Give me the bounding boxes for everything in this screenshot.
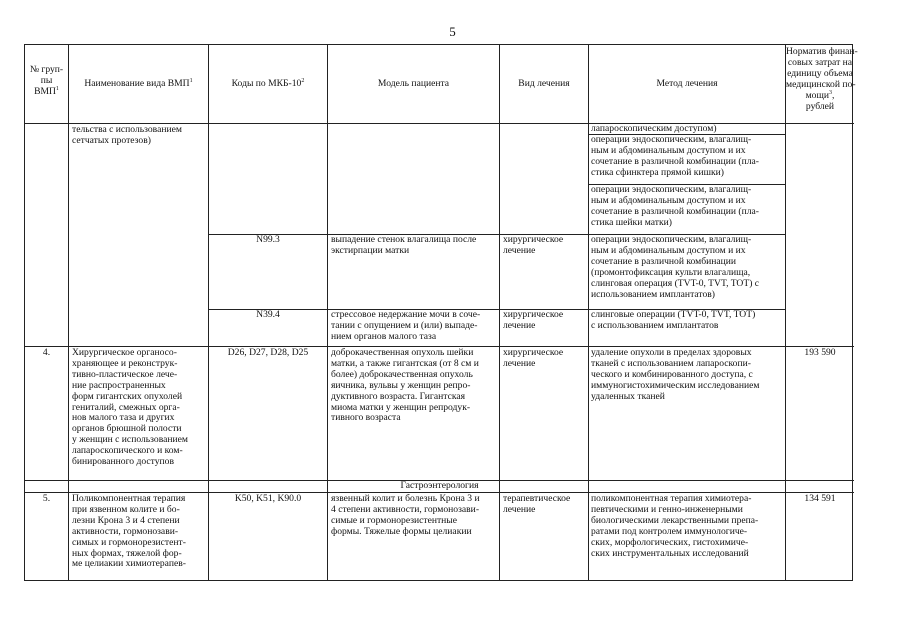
row4-number: 4. [42,347,51,358]
vmp-table [24,44,858,581]
code-n394: N39.4 [256,309,280,320]
row5-method: поликомпонентная терапия химиотера- певтическими и генно-инженерными биологическими лекарственными препа- ратами под контролем иммунологиче- ских, морфологических, гистохимиче- ских инструментальных исследований [591,493,759,559]
row5-norm: 134 591 [804,493,836,504]
row5-codes: K50, K51, K90.0 [234,493,302,504]
type-n394: хирургическое лечение [503,309,564,331]
row4-name: Хирургическое органосо- храняющее и реконструк- тивно-пластическое лече- ние распространенных форм гигантских опухолей гениталий, смежных орга- нов малого таза и других органов брюшной полости у женщин с использованием лапароскопического и ком- бинированного доступов [72,347,188,468]
col-divider [68,45,69,580]
col-divider [588,45,589,580]
col-divider [327,45,328,580]
row4-codes: D26, D27, D28, D25 [227,347,309,358]
header-treatment-type: Вид лечения [518,78,570,89]
col-divider [499,45,500,580]
model-n993: выпадение стенок влагалища после экстирпации матки [331,234,477,256]
row4-norm: 193 590 [804,347,836,358]
model-n394: стрессовое недержание мочи в соче- тании с опущением и (или) выпаде- нием органов малого таза [331,309,481,342]
row4-method: удаление опухоли в пределах здоровых тканей с использованием лапароскопи- ческого и комбинированного доступа, с иммуногистохимическим исследованием удаленных тканей [591,347,760,402]
row5-number: 5. [42,493,51,504]
row5-type: терапевтическое лечение [503,493,571,515]
row4-model: доброкачественная опухоль шейки матки, а также гигантская (от 8 см и более) доброкачественная опухоль яичника, вульвы у женщин репро- дуктивного возраста. Гигантская миома матки у женщин репродук- тивного возраста [331,347,479,424]
header-group-no: № груп- пы ВМП$^1$ [29,64,64,97]
header-patient-model: Модель пациента [377,78,450,89]
header-name: Наименование вида ВМП$^1$ [84,77,193,89]
name-continued: тельства с использованием сетчатых протезов) [72,124,182,146]
code-n993: N99.3 [256,234,280,245]
method-n993: операции эндоскопическим, влагалищ- ным и абдоминальным доступом и их сочетание в различной комбинации (промонтофиксация культи влагалища, слинговая операция (TVT-0, TVT, TOT) с использованием имплантатов) [591,234,760,300]
header-codes: Коды по МКБ-$10^2$ [231,77,305,89]
method-cervix: операции эндоскопическим, влагалищ- ным и абдоминальным доступом и их сочетание в различной комбинации (пла- стика шейки матки) [591,184,760,228]
page-number: 5 [449,24,456,39]
header-norm: Норматив финан- совых затрат на единицу объема медицинской по- мощи$^3$, рублей [786,46,858,112]
row4-type: хирургическое лечение [503,347,564,369]
method-n394: слинговые операции (TVT-0, TVT, TOT) с использованием имплантатов [591,309,756,331]
row5-name: Поликомпонентная терапия при язвенном колите и бо- лезни Крона 3 и 4 степени активности, гормонозави- симых и гормонорезистент- ных формах, тяжелой фор- ме целиакии химиотерапев- [72,493,186,570]
section-title: Гастроэнтерология [400,480,479,491]
method-continued: лапароскопическим доступом) [591,123,717,134]
row5-model: язвенный колит и болезнь Крона 3 и 4 степени активности, гормонозави- симые и гормонорезистентные формы. Тяжелые формы целиакии [331,493,480,537]
type-n993: хирургическое лечение [503,234,564,256]
header-method: Метод лечения [656,78,718,89]
method-sphincter: операции эндоскопическим, влагалищ- ным и абдоминальным доступом и их сочетание в различной комбинации (пла- стика сфинктера прямой кишки) [591,134,760,178]
